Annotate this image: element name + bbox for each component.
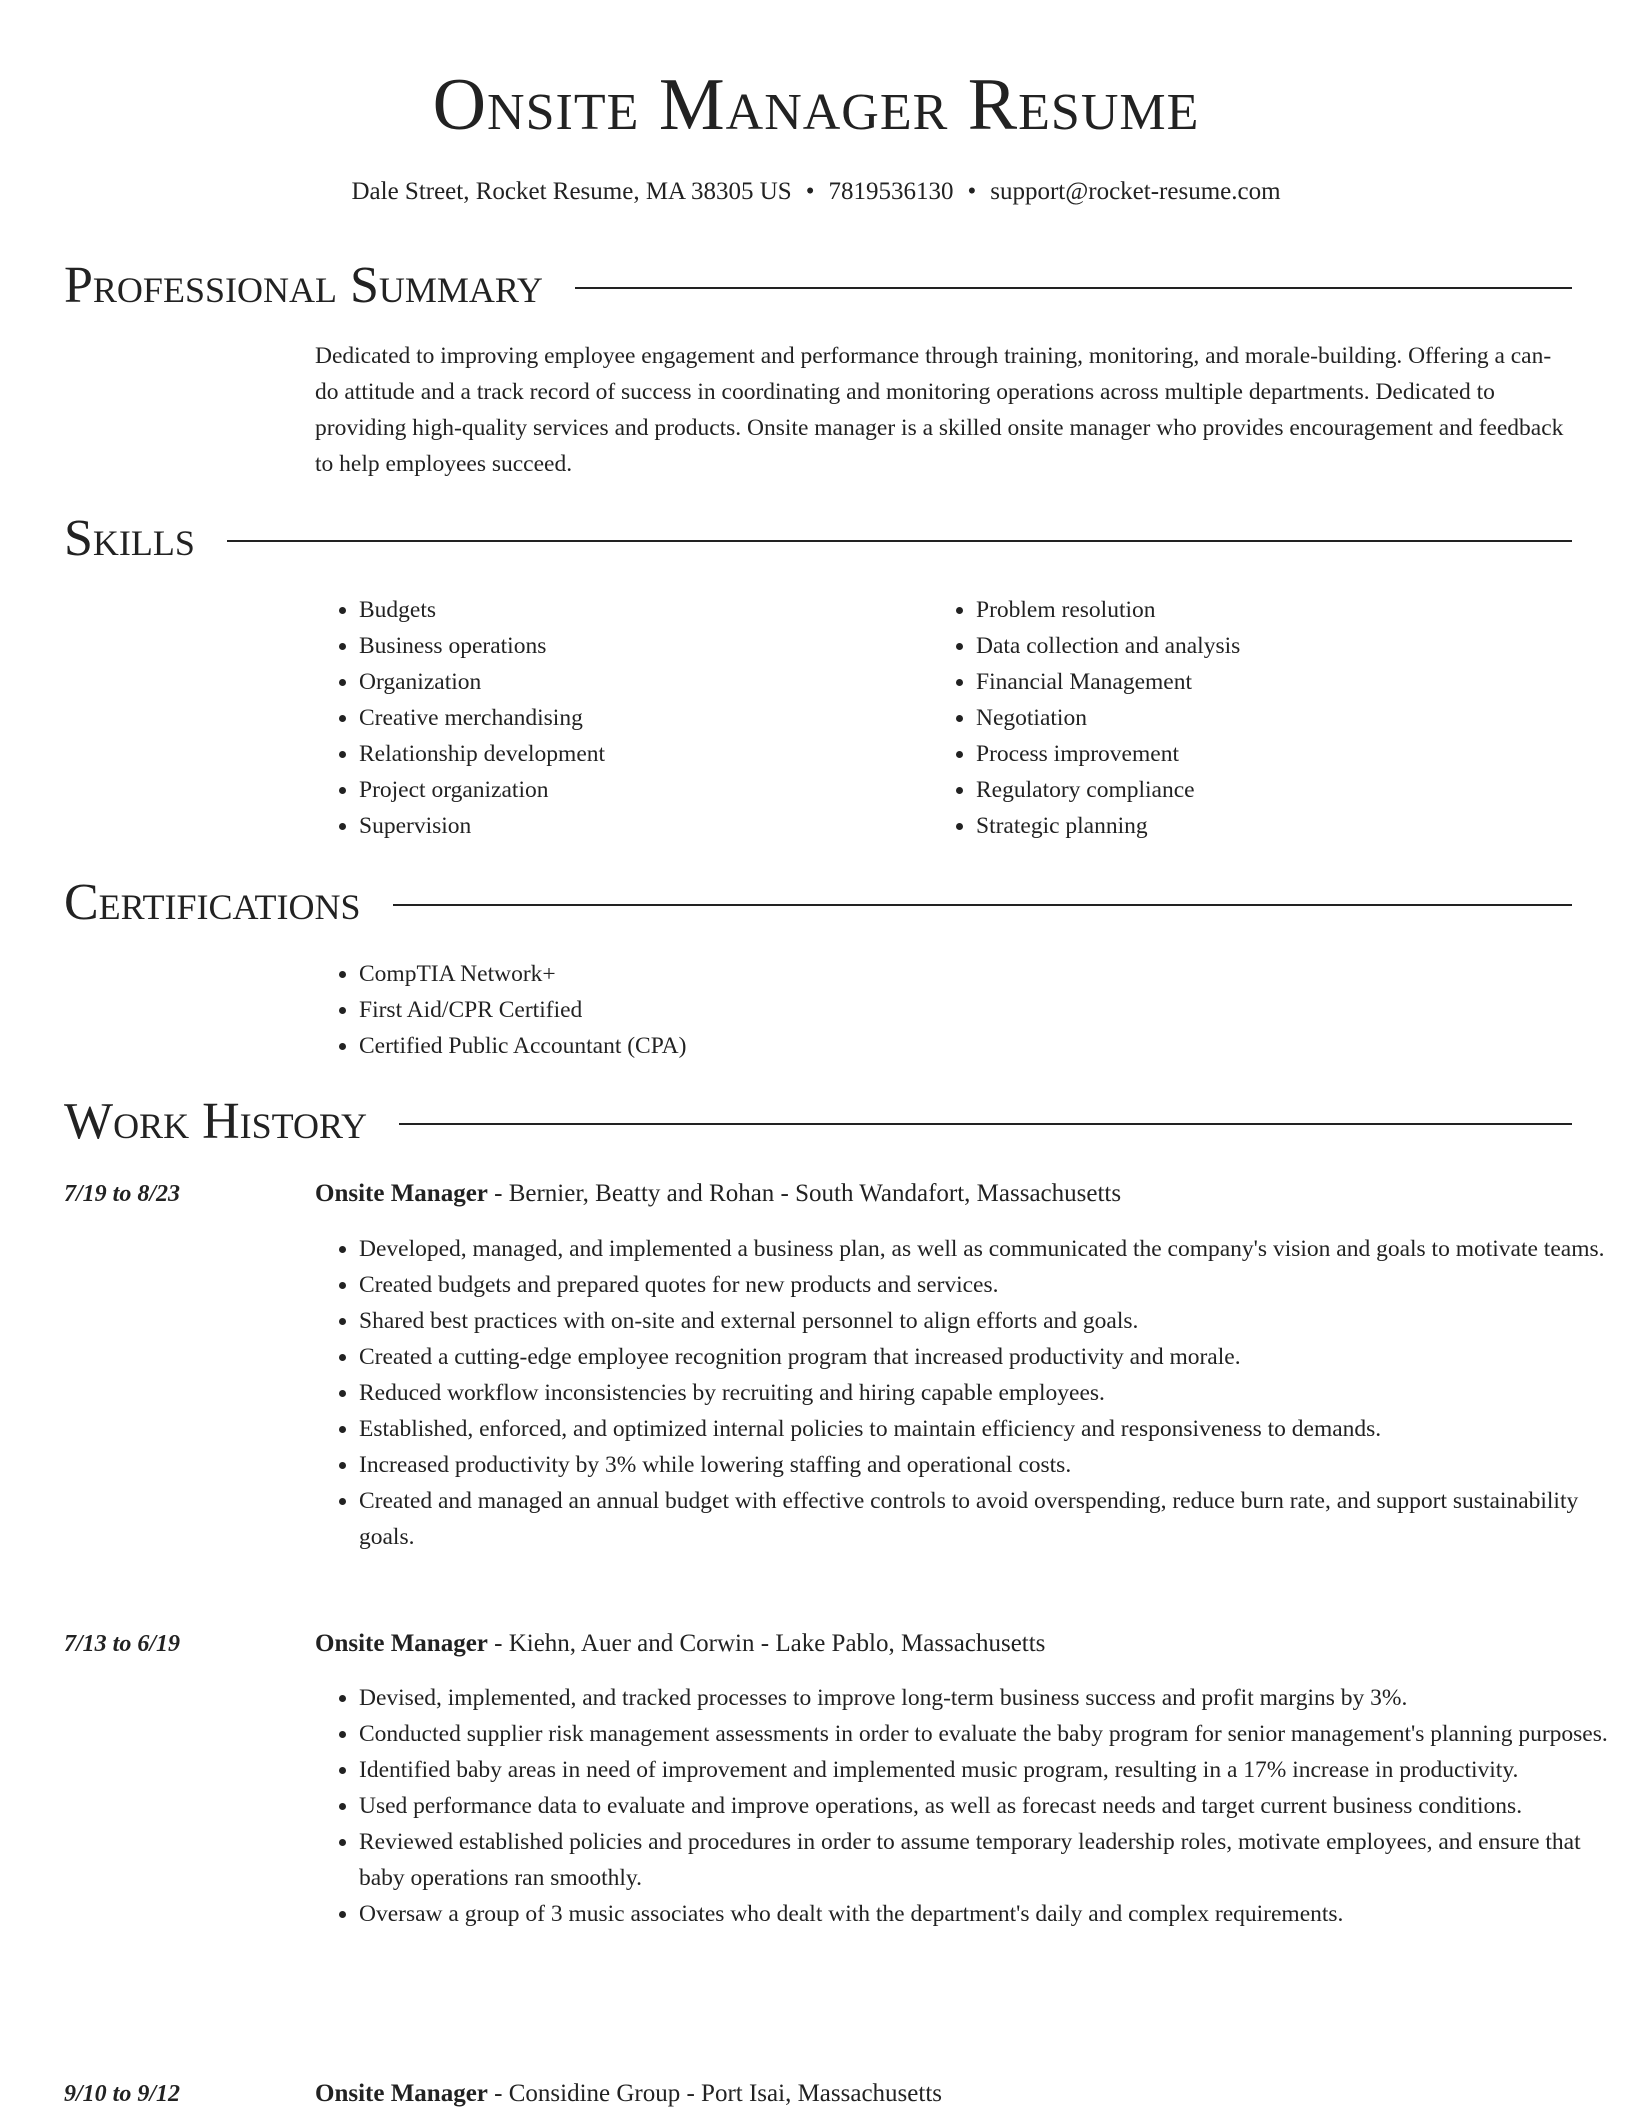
section-divider <box>575 287 1572 289</box>
job-bullet: • Increased productivity by 3% while lowering staffing and operational costs. <box>359 1447 1616 1483</box>
skill-item: • Creative merchandising <box>359 700 605 736</box>
skill-item: • Regulatory compliance <box>976 772 1240 808</box>
job-employer-location: - Bernier, Beatty and Rohan - South Wandafort, Massachusetts <box>487 1180 1122 1207</box>
contact-line <box>0 175 1632 209</box>
job-bullet: • Identified baby areas in need of improvement and implemented music program, resulting in a 17% increase in productivity. <box>359 1752 1616 1788</box>
skill-item: • Problem resolution <box>976 592 1240 628</box>
job-bullet: • Shared best practices with on-site and external personnel to align efforts and goals. <box>359 1303 1616 1339</box>
job-bullet: • Used performance data to evaluate and improve operations, as well as forecast needs and target current business conditions. <box>359 1788 1616 1824</box>
summary-text: Dedicated to improving employee engagement and performance through training, monitoring, and morale-building. Offering a can-do attitude and a track record of success in coordinating and monitoring operations across multiple departments. Dedicated to providing high-quality services and products. Onsite manager is a skilled onsite manager who provides encouragement and feedback to help employees succeed. <box>315 343 1564 477</box>
skill-item: • Project organization <box>359 772 605 808</box>
job-bullet: • Reduced workflow inconsistencies by recruiting and hiring capable employees. <box>359 1375 1616 1411</box>
section-title-certifications: Certifications <box>64 874 361 931</box>
contact-separator: • <box>967 178 977 205</box>
certifications-list <box>315 956 686 1064</box>
skill-item: • Budgets <box>359 592 605 628</box>
job-dates: 7/13 to 6/19 <box>64 1631 181 1657</box>
job-bullet: • Established, enforced, and optimized internal policies to maintain efficiency and responsiveness to demands. <box>359 1411 1616 1447</box>
job-bullet: • Developed, managed, and implemented a business plan, as well as communicated the company's vision and goals to motivate teams. <box>359 1231 1616 1267</box>
skill-item: • Financial Management <box>976 664 1240 700</box>
job-title: Onsite Manager <box>315 1180 488 1207</box>
job-bullet-list <box>315 1231 1616 1555</box>
contact-separator: • <box>805 178 815 205</box>
section-title-skills: Skills <box>64 510 195 567</box>
job-bullet-list <box>315 1680 1616 1932</box>
job-title: Onsite Manager <box>315 1630 488 1657</box>
contact-address: Dale Street, Rocket Resume, MA 38305 US <box>351 178 792 205</box>
job-employer-location: - Kiehn, Auer and Corwin - Lake Pablo, Massachusetts <box>487 1630 1046 1657</box>
section-divider <box>393 904 1572 906</box>
skill-item: • Process improvement <box>976 736 1240 772</box>
section-header-skills <box>64 509 1572 569</box>
section-divider <box>399 1123 1572 1125</box>
job-dates: 9/10 to 9/12 <box>64 2081 181 2107</box>
skill-item: • Business operations <box>359 628 605 664</box>
certification-item: • First Aid/CPR Certified <box>359 992 686 1028</box>
section-divider <box>227 540 1572 542</box>
contact-phone: 7819536130 <box>828 178 954 205</box>
skill-item: • Strategic planning <box>976 808 1240 844</box>
job-title: Onsite Manager <box>315 2080 488 2107</box>
job-heading <box>315 2076 942 2112</box>
job-bullet: • Conducted supplier risk management assessments in order to evaluate the baby program for senior management's planning purposes. <box>359 1716 1616 1752</box>
job-bullet: • Oversaw a group of 3 music associates who dealt with the department's daily and complex requirements. <box>359 1896 1616 1932</box>
job-bullet: • Devised, implemented, and tracked processes to improve long-term business success and profit margins by 3%. <box>359 1680 1616 1716</box>
job-employer-location: - Considine Group - Port Isai, Massachusetts <box>487 2080 943 2107</box>
section-header-work-history <box>64 1092 1572 1152</box>
section-title-work-history: Work History <box>64 1093 368 1150</box>
skill-item: • Data collection and analysis <box>976 628 1240 664</box>
job-bullet: • Created budgets and prepared quotes for new products and services. <box>359 1267 1616 1303</box>
job-heading <box>315 1176 1121 1212</box>
skills-list-right <box>932 592 1240 844</box>
job-bullet: • Reviewed established policies and procedures in order to assume temporary leadership roles, motivate employees, and ensure that baby operations ran smoothly. <box>359 1824 1616 1896</box>
job-dates: 7/19 to 8/23 <box>64 1181 181 1207</box>
resume-title: Onsite Manager Resume <box>432 64 1200 146</box>
section-header-certifications <box>64 873 1572 933</box>
section-header-summary <box>64 256 1572 316</box>
certification-item: • CompTIA Network+ <box>359 956 686 992</box>
job-bullet: • Created and managed an annual budget with effective controls to avoid overspending, reduce burn rate, and support sustainability goals. <box>359 1483 1616 1555</box>
skill-item: • Negotiation <box>976 700 1240 736</box>
certification-item: • Certified Public Accountant (CPA) <box>359 1028 686 1064</box>
skills-list-left <box>315 592 605 844</box>
contact-email: support@rocket-resume.com <box>990 178 1281 205</box>
skill-item: • Relationship development <box>359 736 605 772</box>
skill-item: • Supervision <box>359 808 605 844</box>
skill-item: • Organization <box>359 664 605 700</box>
job-bullet: • Created a cutting-edge employee recognition program that increased productivity and morale. <box>359 1339 1616 1375</box>
job-heading <box>315 1626 1045 1662</box>
section-title-summary: Professional Summary <box>64 257 543 314</box>
